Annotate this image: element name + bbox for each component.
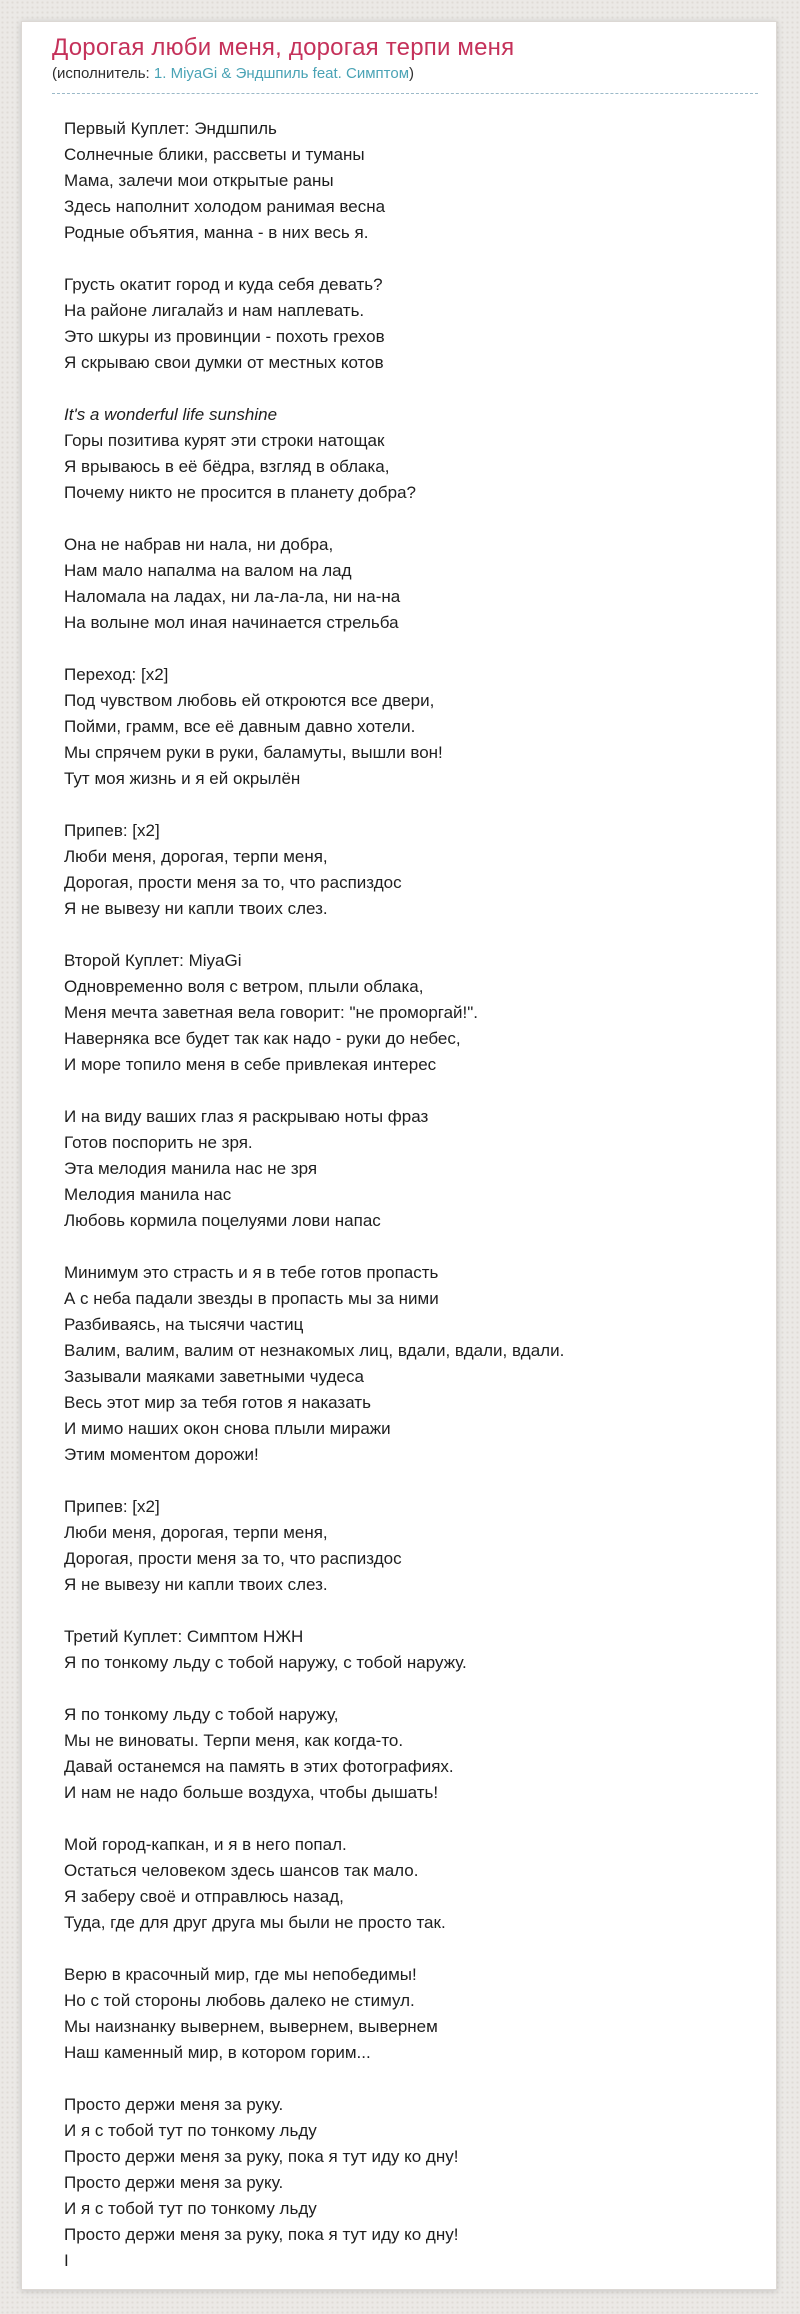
lyric-line: И море топило меня в себе привлекая интерес [64,1055,437,1074]
lyric-line: Минимум это страсть и я в тебе готов пропасть [64,1263,439,1282]
lyric-line: На районе лигалайз и нам наплевать. [64,301,365,320]
stanza [64,818,758,922]
stanza [64,272,758,376]
stanza [64,662,758,792]
artist-line [52,65,758,94]
lyric-line: А с неба падали звезды в пропасть мы за ними [64,1289,439,1308]
stanza [64,1494,758,1598]
lyric-line: Мама, залечи мои открытые раны [64,171,334,190]
lyric-line: Наверняка все будет так как надо - руки до небес, [64,1029,461,1048]
lyric-line: It's a wonderful life sunshine [64,405,278,424]
lyric-line: Верю в красочный мир, где мы непобедимы! [64,1965,417,1984]
lyric-line: Почему никто не просится в планету добра? [64,483,416,502]
stanza [64,2092,758,2274]
lyric-line: Мой город-капкан, и я в него попал. [64,1835,347,1854]
lyric-line: Дорогая, прости меня за то, что распиздос [64,1549,402,1568]
lyric-line: Но с той стороны любовь далеко не стимул. [64,1991,415,2010]
lyric-line: Здесь наполнит холодом ранимая весна [64,197,386,216]
stanza [64,1962,758,2066]
artist-line-close: ) [409,65,415,82]
lyric-line: Припев: [x2] [64,1497,160,1516]
lyric-line: I [64,2251,69,2270]
lyric-line: Просто держи меня за руку. [64,2173,284,2192]
lyric-line: Под чувством любовь ей откроются все двери, [64,691,435,710]
artist-label: (исполнитель: [52,65,150,82]
lyric-line: Переход: [x2] [64,665,169,684]
lyric-line: Просто держи меня за руку, пока я тут иду ко дну! [64,2147,459,2166]
lyric-line: Наш каменный мир, в котором горим... [64,2043,371,2062]
lyric-line: Любовь кормила поцелуями лови напас [64,1211,381,1230]
stanza [64,1624,758,1676]
lyric-line: И я с тобой тут по тонкому льду [64,2121,317,2140]
lyric-line: Просто держи меня за руку, пока я тут иду ко дну! [64,2225,459,2244]
artist-link[interactable]: 1. MiyaGi & Эндшпиль feat. Симптом [153,65,410,82]
lyric-line: Я по тонкому льду с тобой наружу, [64,1705,339,1724]
lyric-line: Одновременно воля с ветром, плыли облака, [64,977,424,996]
lyric-line: Туда, где для друг друга мы были не просто так. [64,1913,446,1932]
lyric-line: Первый Куплет: Эндшпиль [64,119,277,138]
lyric-line: Просто держи меня за руку. [64,2095,284,2114]
lyric-line: Припев: [x2] [64,821,160,840]
lyric-line: Эта мелодия манила нас не зря [64,1159,318,1178]
lyric-line: Я не вывезу ни капли твоих слез. [64,1575,328,1594]
stanza [64,402,758,506]
lyric-line: Валим, валим, валим от незнакомых лиц, вдали, вдали, вдали. [64,1341,565,1360]
lyric-line: Мы наизнанку вывернем, вывернем, вывернем [64,2017,438,2036]
lyric-line: Пойми, грамм, все её давным давно хотели. [64,717,416,736]
lyric-line: Весь этот мир за тебя готов я наказать [64,1393,371,1412]
stanza [64,1832,758,1936]
lyrics-text [64,116,758,2274]
stanza [64,116,758,246]
lyric-line: Я заберу своё и отправлюсь назад, [64,1887,344,1906]
lyric-line: Родные объятия, манна - в них весь я. [64,223,369,242]
lyric-line: Второй Куплет: MiyaGi [64,951,242,970]
lyric-line: Остаться человеком здесь шансов так мало. [64,1861,419,1880]
lyric-line: Люби меня, дорогая, терпи меня, [64,1523,328,1542]
lyric-line: Разбиваясь, на тысячи частиц [64,1315,304,1334]
lyric-line: Я скрываю свои думки от местных котов [64,353,384,372]
lyric-line: На волыне мол иная начинается стрельба [64,613,399,632]
song-title: Дорогая люби меня, дорогая терпи меня [52,34,515,61]
lyric-line: Готов поспорить не зря. [64,1133,253,1152]
lyric-line: Этим моментом дорожи! [64,1445,259,1464]
lyric-line: Она не набрав ни нала, ни добра, [64,535,334,554]
lyric-line: И мимо наших окон снова плыли миражи [64,1419,391,1438]
lyric-line: Мы не виноваты. Терпи меня, как когда-то. [64,1731,404,1750]
stanza [64,532,758,636]
lyric-line: Солнечные блики, рассветы и туманы [64,145,365,164]
lyric-line: И на виду ваших глаз я раскрываю ноты фраз [64,1107,429,1126]
lyric-line: Меня мечта заветная вела говорит: "не проморгай!". [64,1003,479,1022]
lyric-line: Дорогая, прости меня за то, что распиздос [64,873,402,892]
stanza [64,1260,758,1468]
lyric-line: Зазывали маяками заветными чудеса [64,1367,364,1386]
lyric-line: Это шкуры из провинции - похоть грехов [64,327,385,346]
lyric-line: И я с тобой тут по тонкому льду [64,2199,317,2218]
lyric-line: Горы позитива курят эти строки натощак [64,431,385,450]
lyric-line: Давай останемся на память в этих фотографиях. [64,1757,454,1776]
song-header [52,34,758,94]
lyric-line: Грусть окатит город и куда себя девать? [64,275,383,294]
lyrics-card [21,21,777,2290]
lyric-line: И нам не надо больше воздуха, чтобы дышать! [64,1783,439,1802]
stanza [64,1104,758,1234]
lyric-line: Я по тонкому льду с тобой наружу, с тобой наружу. [64,1653,467,1672]
lyric-line: Люби меня, дорогая, терпи меня, [64,847,328,866]
lyric-line: Нам мало напалма на валом на лад [64,561,352,580]
lyric-line: Тут моя жизнь и я ей окрылён [64,769,301,788]
lyric-line: Я не вывезу ни капли твоих слез. [64,899,328,918]
stanza [64,948,758,1078]
lyric-line: Мы спрячем руки в руки, баламуты, вышли вон! [64,743,443,762]
lyric-line: Наломала на ладах, ни ла-ла-ла, ни на-на [64,587,401,606]
lyric-line: Я врываюсь в её бёдра, взгляд в облака, [64,457,390,476]
lyric-line: Мелодия манила нас [64,1185,232,1204]
stanza [64,1702,758,1806]
lyric-line: Третий Куплет: Симптом НЖН [64,1627,304,1646]
